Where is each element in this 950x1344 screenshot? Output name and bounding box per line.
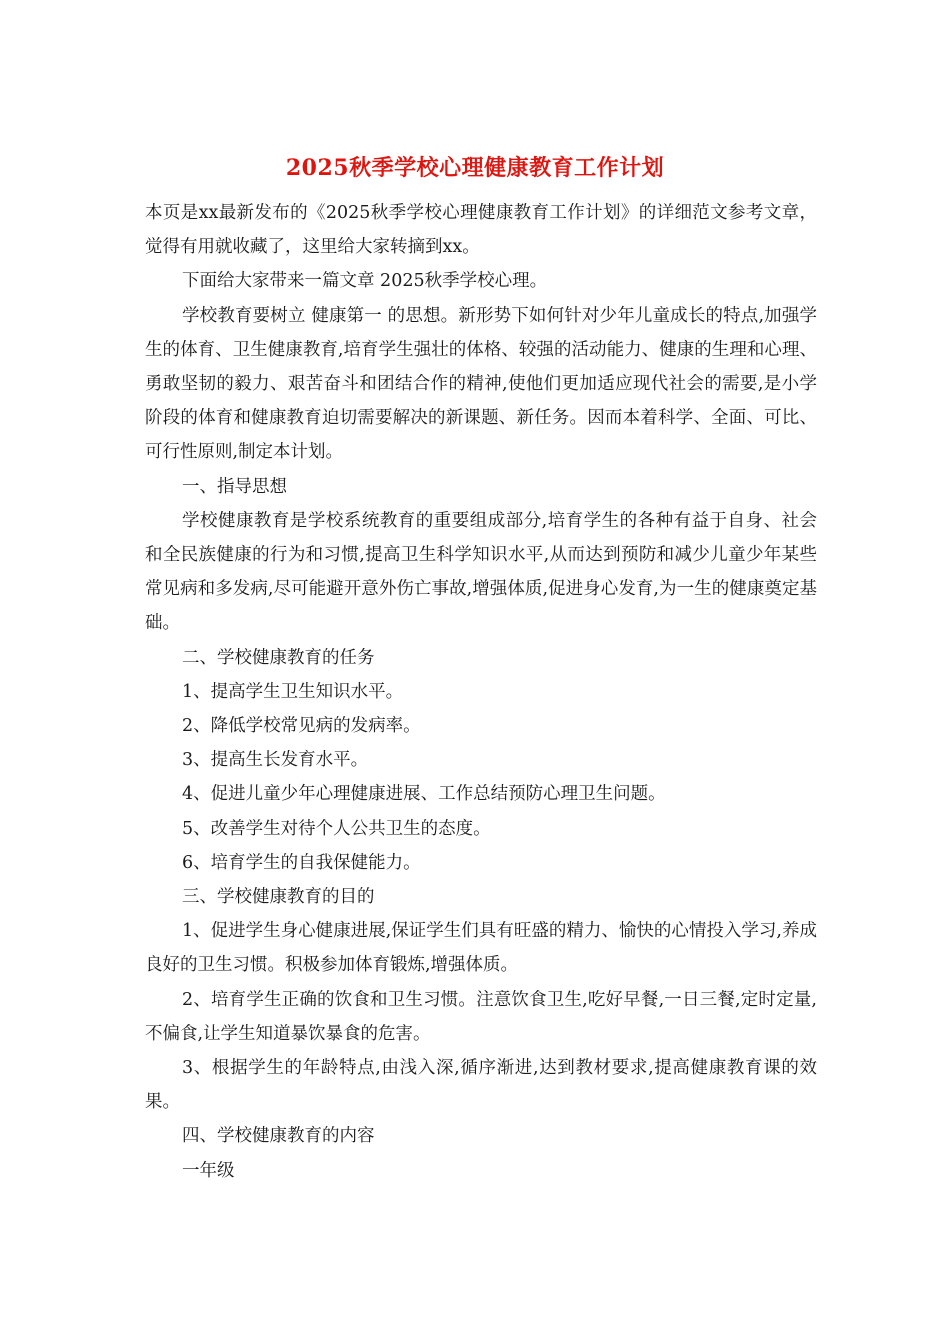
paragraph: 下面给大家带来一篇文章 2025秋季学校心理。 xyxy=(182,271,548,292)
paragraph: 2、培育学生正确的饮食和卫生习惯。注意饮食卫生,吃好早餐,一日三餐,定时定量,不偏食,让学生知道暴饮暴食的危害。 xyxy=(145,989,817,1044)
paragraph: 1、提高学生卫生知识水平。 xyxy=(182,681,404,702)
paragraph: 四、学校健康教育的内容 xyxy=(182,1126,375,1147)
paragraph: 一年级 xyxy=(182,1160,235,1181)
paragraph: 4、促进儿童少年心理健康进展、工作总结预防心理卫生问题。 xyxy=(182,784,666,805)
paragraph: 1、促进学生身心健康进展,保证学生们具有旺盛的精力、愉快的心情投入学习,养成良好的卫生习惯。积极参加体育锻炼,增强体质。 xyxy=(145,921,817,976)
paragraph: 二、学校健康教育的任务 xyxy=(182,647,375,668)
paragraph: 3、根据学生的年龄特点,由浅入深,循序渐进,达到教材要求,提高健康教育课的效果。 xyxy=(145,1058,817,1113)
paragraph: 学校健康教育是学校系统教育的重要组成部分,培育学生的各种有益于自身、社会和全民族健康的行为和习惯,提高卫生科学知识水平,从而达到预防和减少儿童少年某些常见病和多发病,尽可能避开意外伤亡事故,增强体质,促进身心发育,为一生的健康奠定基础。 xyxy=(145,510,817,634)
paragraph: 6、培育学生的自我保健能力。 xyxy=(182,852,421,873)
paragraph: 3、提高生长发育水平。 xyxy=(182,750,369,771)
paragraph: 一、指导思想 xyxy=(182,476,287,497)
paragraph: 三、学校健康教育的目的 xyxy=(182,887,375,908)
paragraph: 本页是xx最新发布的《2025秋季学校心理健康教育工作计划》的详细范文参考文章，觉得有用就收藏了，这里给大家转摘到xx。 xyxy=(145,203,817,258)
paragraph: 5、改善学生对待个人公共卫生的态度。 xyxy=(182,818,491,839)
document-title: 2025秋季学校心理健康教育工作计划 xyxy=(285,155,665,181)
paragraph: 2、降低学校常见病的发病率。 xyxy=(182,716,421,737)
document-body xyxy=(145,196,817,1188)
paragraph: 学校教育要树立 健康第一 的思想。新形势下如何针对少年儿童成长的特点,加强学生的体育、卫生健康教育,培育学生强壮的体格、较强的活动能力、健康的生理和心理、勇敢坚韧的毅力、艰苦奋斗和团结合作的精神,使他们更加适应现代社会的需要,是小学阶段的体育和健康教育迫切需要解决的新课题、新任务。因而本着科学、全面、可比、可行性原则,制定本计划。 xyxy=(145,305,817,463)
